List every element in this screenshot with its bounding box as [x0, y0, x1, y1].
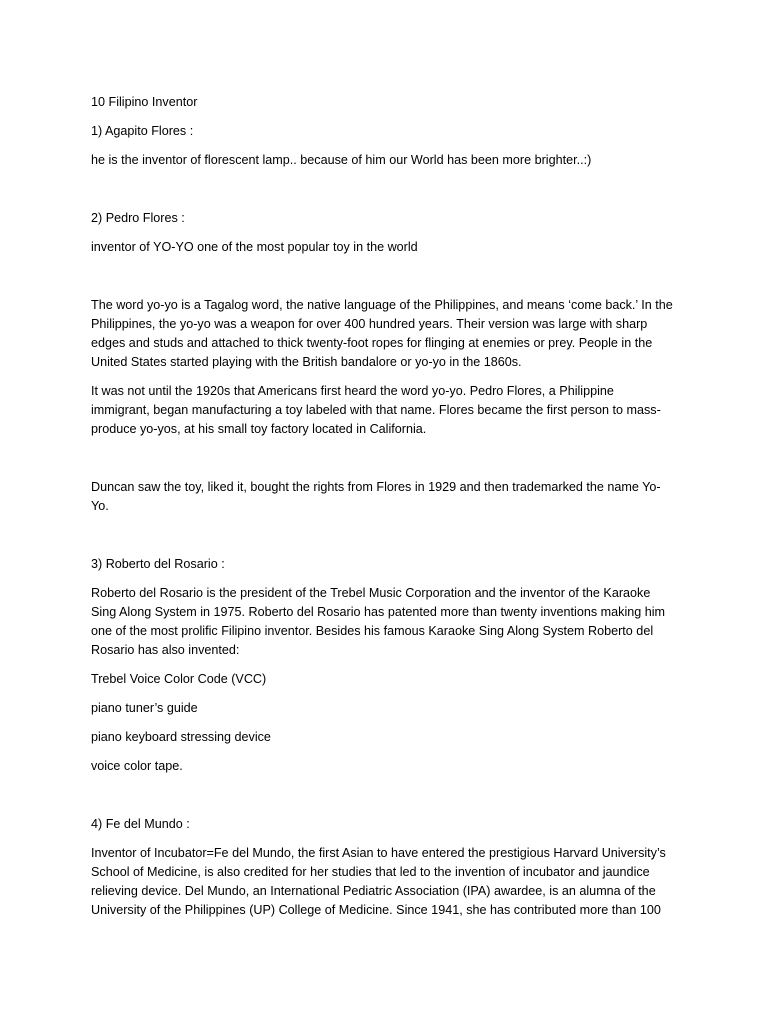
yoyo-paragraph-2-line-3: produce yo-yos, at his small toy factory located in California.	[91, 422, 427, 436]
document-title: 10 Filipino Inventor	[91, 95, 198, 109]
agapito-flores-text: he is the inventor of florescent lamp.. because of him our World has been more brighter..:)	[91, 153, 592, 167]
pedro-flores-intro: inventor of YO-YO one of the most popular toy in the world	[91, 240, 418, 254]
yoyo-paragraph-2-line-1: It was not until the 1920s that Americans first heard the word yo-yo. Pedro Flores, a Philippine	[91, 384, 614, 398]
roberto-paragraph-line-1: Roberto del Rosario is the president of the Trebel Music Corporation and the inventor of the Karaoke	[91, 586, 651, 600]
invention-item: piano keyboard stressing device	[91, 730, 271, 744]
fe-paragraph-line-1: Inventor of Incubator=Fe del Mundo, the first Asian to have entered the prestigious Harvard University’s	[91, 846, 666, 860]
section-heading-pedro-flores: 2) Pedro Flores :	[91, 211, 185, 225]
invention-item: piano tuner’s guide	[91, 701, 198, 715]
yoyo-paragraph-1-line-3: edges and studs and attached to thick twenty-foot ropes for flinging at enemies or prey. People in the	[91, 336, 653, 350]
yoyo-paragraph-1-line-4: United States started playing with the British bandalore or yo-yo in the 1860s.	[91, 355, 522, 369]
section-heading-fe-del-mundo: 4) Fe del Mundo :	[91, 817, 190, 831]
section-heading-agapito-flores: 1) Agapito Flores :	[91, 124, 194, 138]
yoyo-paragraph-1-line-2: Philippines, the yo-yo was a weapon for over 400 hundred years. Their version was large with sharp	[91, 317, 648, 331]
roberto-paragraph-line-4: Rosario has also invented:	[91, 643, 240, 657]
section-heading-roberto-del-rosario: 3) Roberto del Rosario :	[91, 557, 225, 571]
invention-item: voice color tape.	[91, 759, 183, 773]
roberto-paragraph-line-2: Sing Along System in 1975. Roberto del Rosario has patented more than twenty inventions making him	[91, 605, 666, 619]
roberto-paragraph-line-3: one of the most prolific Filipino inventor. Besides his famous Karaoke Sing Along System Roberto del	[91, 624, 654, 638]
fe-paragraph-line-2: School of Medicine, is also credited for her studies that led to the invention of incubator and jaundice	[91, 865, 650, 879]
yoyo-paragraph-3-line-1: Duncan saw the toy, liked it, bought the rights from Flores in 1929 and then trademarked the name Yo-	[91, 480, 661, 494]
invention-item: Trebel Voice Color Code (VCC)	[91, 672, 267, 686]
yoyo-paragraph-2-line-2: immigrant, began manufacturing a toy labeled with that name. Flores became the first person to mass-	[91, 403, 661, 417]
fe-paragraph-line-4: University of the Philippines (UP) College of Medicine. Since 1941, she has contributed more than 100	[91, 903, 661, 917]
yoyo-paragraph-1-line-1: The word yo-yo is a Tagalog word, the native language of the Philippines, and means ‘come back.’ In the	[91, 298, 673, 312]
yoyo-paragraph-3-line-2: Yo.	[91, 499, 109, 513]
fe-paragraph-line-3: relieving device. Del Mundo, an International Pediatric Association (IPA) awardee, is an alumna of the	[91, 884, 656, 898]
